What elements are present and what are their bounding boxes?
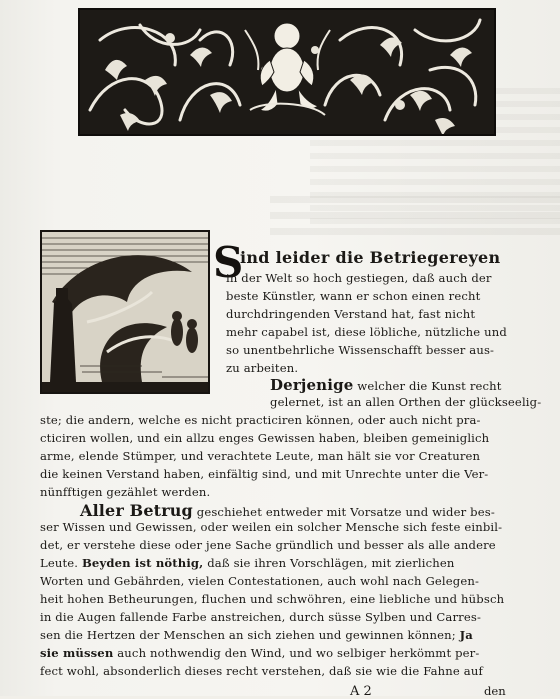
text-line: [40, 630, 473, 642]
text-line: heit hohen Betheurungen, fluchen und schwöhren, eine liebliche und hübsch: [40, 592, 505, 606]
text-fragment: daß sie ihren Vorschlägen, mit zierlichen: [207, 556, 455, 570]
text-line: [40, 558, 455, 570]
text-line: nünfftigen gezählet werden.: [40, 485, 211, 499]
text-line: cticiren wollen, und ein allzu enges Gewissen haben, bleiben gemeiniglich: [40, 431, 490, 445]
text-line: so unentbehrliche Wissenschafft besser aus-: [226, 343, 495, 357]
text-line: arme, elende Stümper, und verachtete Leute, man hält sie vor Creaturen: [40, 449, 481, 463]
decorative-headpiece: [78, 8, 496, 136]
text-line: [40, 648, 479, 660]
wind-vignette-illustration: [40, 230, 210, 394]
catchword: den: [484, 684, 506, 698]
text-line: ser Wissen und Gewissen, oder weilen ein solcher Mensche sich feste einbil-: [40, 520, 503, 534]
page-number: A 2: [350, 684, 372, 699]
text-line: gelernet, ist an allen Orthen der glückseelig-: [270, 395, 542, 409]
text-line: in die Augen fallende Farbe anstreichen, durch süsse Sylben und Carres-: [40, 610, 482, 624]
emphasis-word: Beyden ist nöthig,: [81, 556, 204, 570]
drop-initial: S: [213, 238, 244, 287]
text-fragment: auch nothwendig den Wind, und wo selbiger herkömmt per-: [117, 646, 480, 660]
text-line: zu arbeiten.: [226, 361, 299, 375]
text-line: [270, 378, 502, 393]
text-fragment: geschiehet entweder mit Vorsatze und wider bes-: [196, 505, 495, 519]
emphasis-word: sie müssen: [40, 646, 114, 660]
text-fragment: welcher die Kunst recht: [357, 379, 502, 393]
text-line: [80, 503, 495, 519]
text-line: ste; die andern, welche es nicht practiciren können, oder auch nicht pra-: [40, 413, 481, 427]
text-line: fect wohl, absonderlich dieses recht verstehen, daß sie wie die Fahne auf: [40, 664, 483, 678]
text-fragment: sen die Hertzen der Menschen an sich ziehen und gewinnen können;: [40, 628, 456, 642]
emphasis-word: Ja: [459, 628, 473, 642]
text-line: Worten und Gebährden, vielen Contestationen, auch wohl nach Gelegen-: [40, 574, 480, 588]
text-line: ind leider die Betriegereyen: [240, 248, 501, 267]
text-fragment: Leute.: [40, 556, 79, 570]
emphasis-word: Aller Betrug: [80, 501, 193, 520]
text-line: in der Welt so hoch gestiegen, daß auch der: [226, 271, 492, 285]
text-line: beste Künstler, wann er schon einen recht: [226, 289, 481, 303]
text-line: durchdringenden Verstand hat, fast nicht: [226, 307, 476, 321]
text-line: det, er verstehe diese oder jene Sache gründlich und besser als alle andere: [40, 538, 496, 552]
emphasis-word: Derjenige: [270, 376, 354, 394]
bleed-through-shadow: [270, 196, 560, 236]
text-line: die keinen Verstand haben, einfältig sind, und mit Unrechte unter die Ver-: [40, 467, 489, 481]
text-line: mehr capabel ist, diese löbliche, nützliche und: [226, 325, 507, 339]
